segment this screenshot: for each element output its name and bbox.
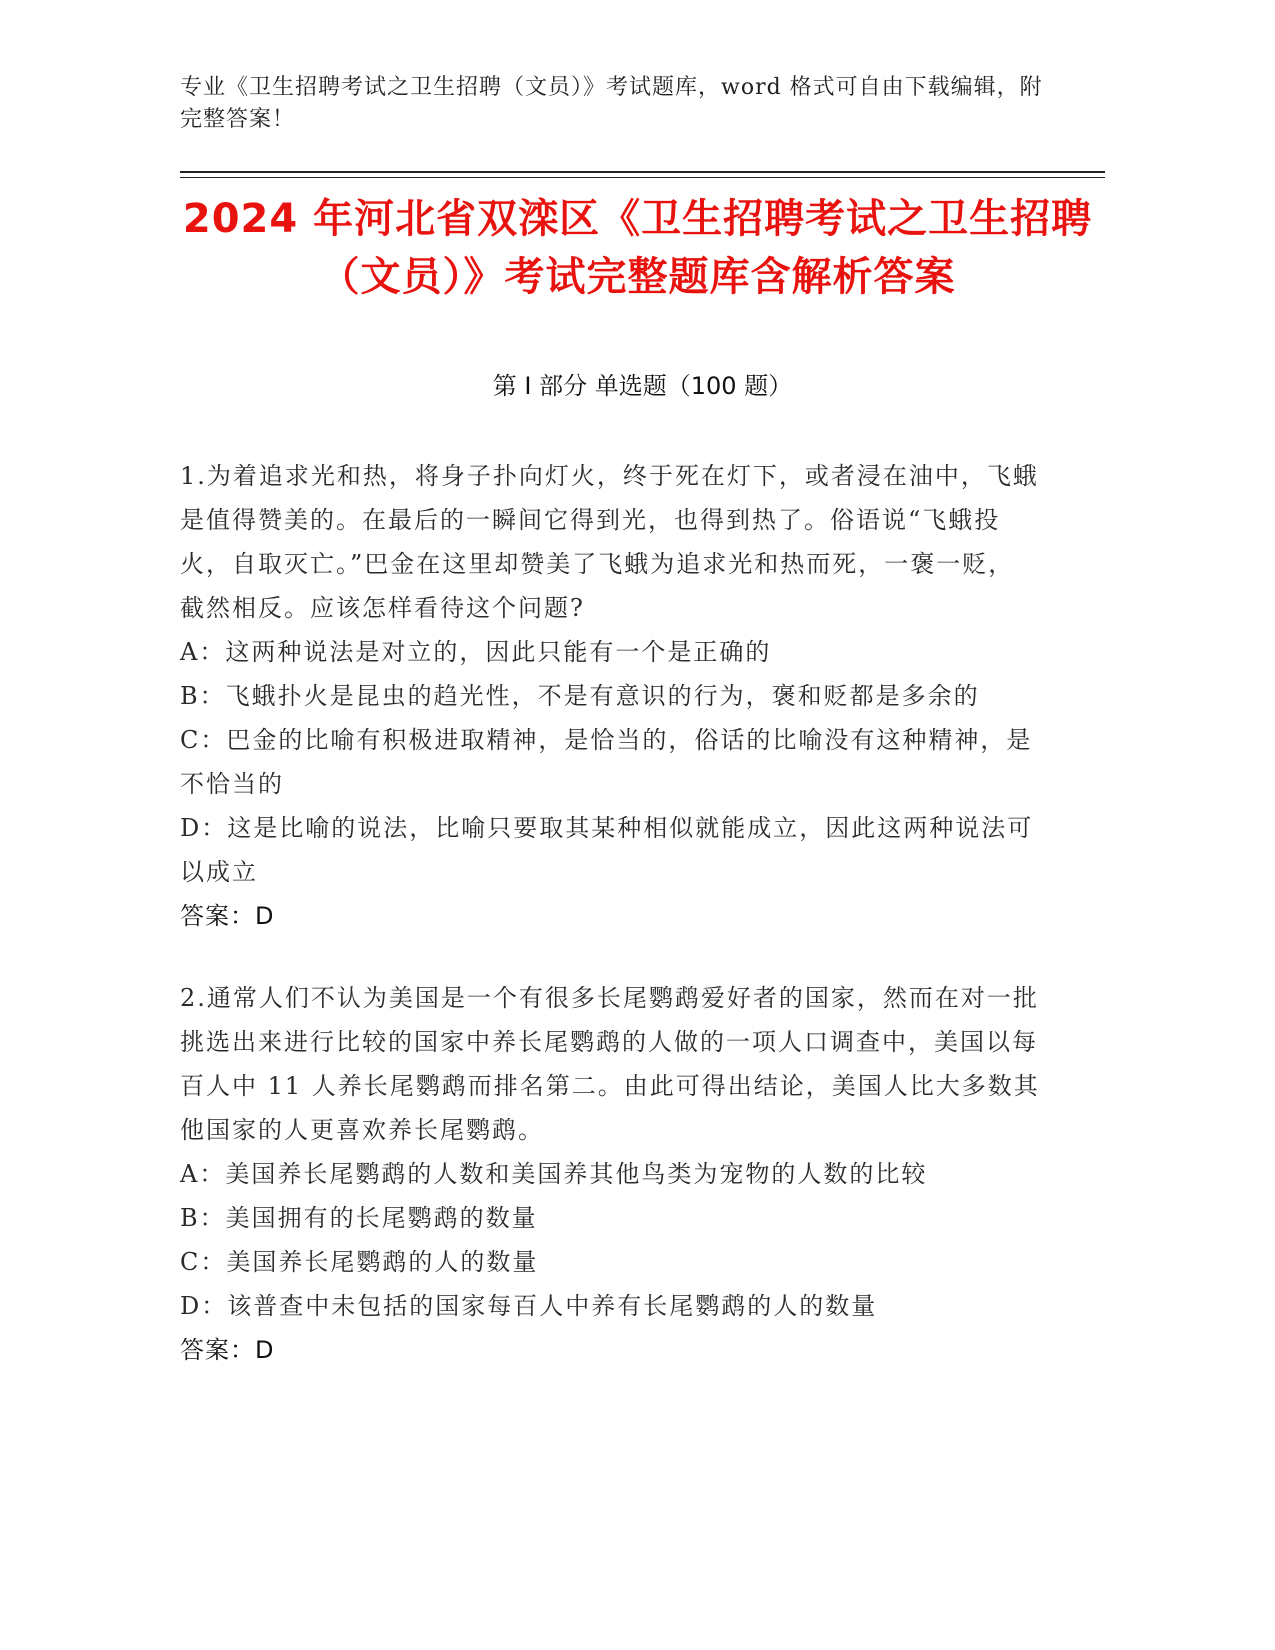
question-2 xyxy=(180,976,1040,1372)
header-divider-thin xyxy=(180,177,1105,178)
question-1 xyxy=(180,454,1040,938)
option-a: A：美国养长尾鹦鹉的人数和美国养其他鸟类为宠物的人数的比较 xyxy=(180,1160,928,1188)
option-b: B：美国拥有的长尾鹦鹉的数量 xyxy=(180,1204,538,1232)
question-stem: 2.通常人们不认为美国是一个有很多长尾鹦鹉爱好者的国家，然而在对一批挑选出来进行比较的国家中养长尾鹦鹉的人做的一项人口调查中，美国以每百人中 11 人养长尾鹦鹉而排名第二。由此可得出结论，美国人比大多数其他国家的人更喜欢养长尾鹦鹉。 xyxy=(180,984,1040,1144)
option-b: B：飞蛾扑火是昆虫的趋光性，不是有意识的行为，褒和贬都是多余的 xyxy=(180,682,980,710)
option-a: A：这两种说法是对立的，因此只能有一个是正确的 xyxy=(180,638,772,666)
answer: 答案：D xyxy=(180,902,275,930)
header-note: 专业《卫生招聘考试之卫生招聘（文员）》考试题库，word 格式可自由下载编辑，附完整答案！ xyxy=(180,75,1043,132)
header-divider-thick xyxy=(180,171,1105,173)
document-title: 2024 年河北省双滦区《卫生招聘考试之卫生招聘（文员）》考试完整题库含解析答案 xyxy=(182,196,1093,300)
question-stem: 1.为着追求光和热，将身子扑向灯火，终于死在灯下，或者浸在油中，飞蛾是值得赞美的。在最后的一瞬间它得到光，也得到热了。俗语说“飞蛾投火，自取灭亡。”巴金在这里却赞美了飞蛾为追求光和热而死，一褒一贬，截然相反。应该怎样看待这个问题? xyxy=(180,462,1039,622)
option-d: D：该普查中未包括的国家每百人中养有长尾鹦鹉的人的数量 xyxy=(180,1292,878,1320)
answer: 答案：D xyxy=(180,1336,275,1364)
option-c: C：美国养长尾鹦鹉的人的数量 xyxy=(180,1248,539,1276)
option-d: D：这是比喻的说法，比喻只要取其某种相似就能成立，因此这两种说法可以成立 xyxy=(180,814,1034,886)
section-title: 第 I 部分 单选题（100 题） xyxy=(492,372,793,400)
option-c: C：巴金的比喻有积极进取精神，是恰当的，俗话的比喻没有这种精神，是不恰当的 xyxy=(180,726,1033,798)
